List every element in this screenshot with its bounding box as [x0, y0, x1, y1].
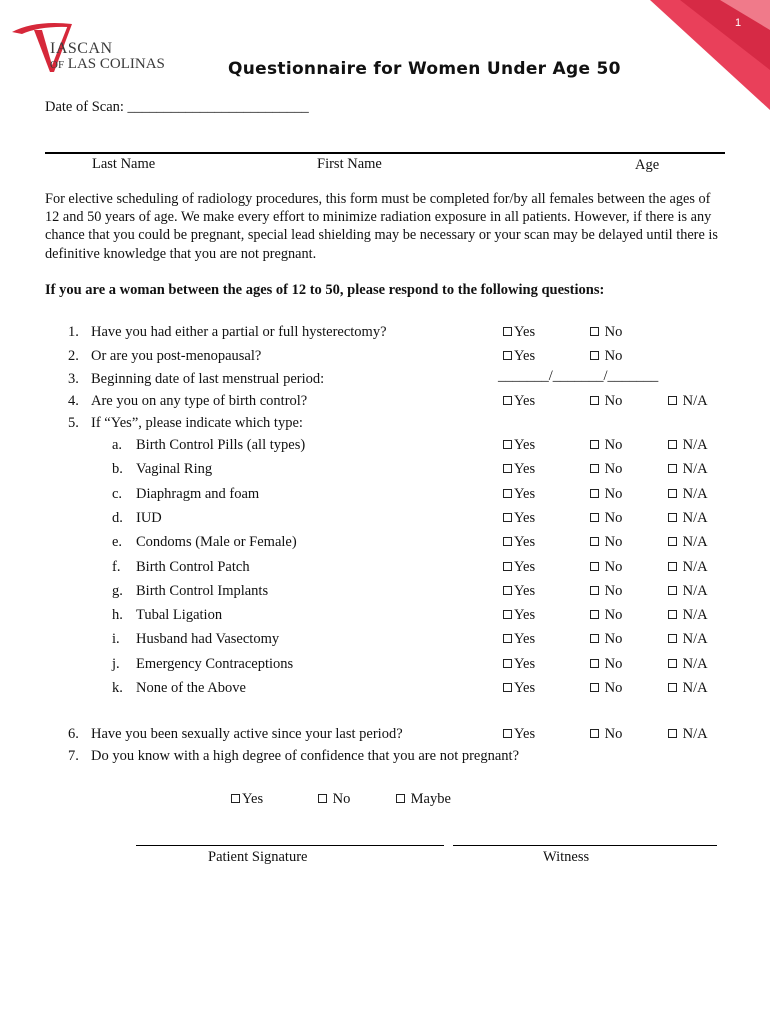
option-label: N/A — [682, 485, 708, 502]
option-label: Yes — [514, 582, 536, 599]
option-label: N/A — [682, 534, 708, 551]
logo — [10, 18, 190, 78]
sub-item-letter: h. — [112, 607, 123, 624]
q5k-na-checkbox[interactable] — [668, 680, 708, 697]
question-number: 6. — [68, 726, 79, 742]
option-label: Yes — [242, 791, 264, 807]
option-label: N/A — [682, 558, 708, 575]
q5i-yes-checkbox[interactable] — [503, 631, 535, 648]
q5g-no-checkbox[interactable] — [590, 583, 622, 600]
option-label: No — [604, 582, 623, 599]
instruction-text: If you are a woman between the ages of 12 to 50, please respond to the following questions: — [45, 282, 605, 298]
q4-yes-checkbox[interactable] — [503, 393, 535, 410]
q5c-no-checkbox[interactable] — [590, 486, 622, 503]
option-label: N/A — [682, 461, 708, 478]
q5h-no-checkbox[interactable] — [590, 607, 622, 624]
checkbox-icon — [590, 440, 599, 449]
q5d-no-checkbox[interactable] — [590, 510, 622, 527]
checkbox-icon — [503, 586, 512, 595]
question-text: Do you know with a high degree of confidence that you are not pregnant? — [91, 748, 520, 764]
checkbox-icon — [590, 586, 599, 595]
option-label: N/A — [682, 726, 708, 742]
q5d-yes-checkbox[interactable] — [503, 510, 535, 527]
q1-yes-checkbox[interactable] — [503, 324, 535, 341]
question-number: 2. — [68, 348, 79, 364]
checkbox-icon — [503, 513, 512, 522]
q5g-yes-checkbox[interactable] — [503, 583, 535, 600]
q5e-yes-checkbox[interactable] — [503, 534, 535, 551]
option-label: N/A — [682, 582, 708, 599]
question-number: 1. — [68, 324, 79, 340]
option-label: Maybe — [410, 791, 451, 807]
checkbox-icon — [590, 513, 599, 522]
option-label: No — [332, 791, 351, 807]
option-label: No — [604, 393, 623, 409]
question-text: Or are you post-menopausal? — [91, 348, 262, 364]
q5i-na-checkbox[interactable] — [668, 631, 708, 648]
page-number: 1 — [735, 17, 742, 29]
q6-yes-checkbox[interactable] — [503, 726, 535, 743]
witness-signature-line[interactable] — [453, 845, 717, 846]
checkbox-icon — [396, 794, 405, 803]
checkbox-icon — [503, 396, 512, 405]
checkbox-icon — [503, 537, 512, 546]
checkbox-icon — [503, 729, 512, 738]
checkbox-icon — [231, 794, 240, 803]
option-label: N/A — [682, 437, 708, 453]
q5k-no-checkbox[interactable] — [590, 680, 622, 697]
q5b-na-checkbox[interactable] — [668, 461, 708, 478]
witness-signature-label: Witness — [543, 849, 590, 865]
option-label: Yes — [514, 558, 536, 575]
checkbox-icon — [590, 562, 599, 571]
checkbox-icon — [590, 634, 599, 643]
q5a-na-checkbox[interactable] — [668, 437, 708, 454]
option-label: Yes — [514, 393, 536, 409]
checkbox-icon — [668, 634, 677, 643]
checkbox-icon — [668, 586, 677, 595]
sub-item-text: Vaginal Ring — [136, 461, 213, 478]
logo-line1: IASCAN — [50, 40, 113, 57]
option-label: N/A — [682, 655, 708, 672]
option-label: No — [604, 485, 623, 502]
checkbox-icon — [503, 489, 512, 498]
sub-item-text: Husband had Vasectomy — [136, 631, 280, 648]
option-label: Yes — [514, 534, 536, 551]
sub-item-letter: b. — [112, 461, 123, 478]
checkbox-icon — [590, 489, 599, 498]
question-number: 5. — [68, 415, 79, 431]
checkbox-icon — [503, 440, 512, 449]
patient-signature-label: Patient Signature — [208, 849, 308, 865]
q5b-yes-checkbox[interactable] — [503, 461, 535, 478]
option-label: Yes — [514, 348, 536, 364]
q5f-no-checkbox[interactable] — [590, 559, 622, 576]
checkbox-icon — [590, 327, 599, 336]
sub-item-letter: c. — [112, 485, 123, 502]
patient-signature-line[interactable] — [136, 845, 444, 846]
sub-item-text: Birth Control Patch — [136, 558, 250, 575]
last-name-label: Last Name — [92, 156, 156, 172]
question-number: 7. — [68, 748, 79, 764]
sub-item-text: IUD — [136, 509, 162, 526]
option-label: N/A — [682, 393, 708, 409]
option-label: Yes — [514, 509, 536, 526]
question-text: Beginning date of last menstrual period: — [91, 371, 325, 387]
option-label: Yes — [514, 437, 536, 453]
option-label: Yes — [514, 655, 536, 672]
checkbox-icon — [590, 729, 599, 738]
option-label: No — [604, 461, 623, 478]
option-label: No — [604, 348, 623, 364]
sub-item-letter: k. — [112, 680, 123, 696]
q7-yes-checkbox[interactable] — [231, 791, 263, 808]
option-label: Yes — [514, 680, 536, 696]
option-label: N/A — [682, 631, 708, 648]
option-label: Yes — [514, 631, 536, 648]
q5g-na-checkbox[interactable] — [668, 583, 708, 600]
sub-item-text: Birth Control Pills (all types) — [136, 437, 306, 453]
checkbox-icon — [503, 327, 512, 336]
q5h-yes-checkbox[interactable] — [503, 607, 535, 624]
option-label: Yes — [514, 461, 536, 478]
q5e-na-checkbox[interactable] — [668, 534, 708, 551]
q5j-yes-checkbox[interactable] — [503, 656, 535, 673]
checkbox-icon — [590, 683, 599, 692]
q5a-no-checkbox[interactable] — [590, 437, 622, 454]
corner-decoration — [620, 0, 770, 110]
q1-no-checkbox[interactable] — [590, 324, 622, 341]
checkbox-icon — [503, 610, 512, 619]
date-of-scan-field[interactable]: Date of Scan: _________________________ — [45, 99, 309, 115]
option-label: Yes — [514, 726, 536, 742]
checkbox-icon — [668, 562, 677, 571]
checkbox-icon — [668, 659, 677, 668]
question-text: If “Yes”, please indicate which type: — [91, 415, 303, 431]
sub-item-letter: a. — [112, 437, 123, 453]
q5i-no-checkbox[interactable] — [590, 631, 622, 648]
checkbox-icon — [503, 464, 512, 473]
checkbox-icon — [503, 634, 512, 643]
q5h-na-checkbox[interactable] — [668, 607, 708, 624]
logo-line2: of LAS COLINAS — [50, 56, 165, 72]
question-number: 3. — [68, 371, 79, 387]
first-name-label: First Name — [317, 156, 382, 172]
sub-item-letter: g. — [112, 582, 123, 599]
q5j-no-checkbox[interactable] — [590, 656, 622, 673]
checkbox-icon — [668, 610, 677, 619]
sub-item-text: Emergency Contraceptions — [136, 655, 294, 672]
checkbox-icon — [590, 464, 599, 473]
question-text: Have you been sexually active since your last period? — [91, 726, 403, 742]
q5f-yes-checkbox[interactable] — [503, 559, 535, 576]
sub-item-letter: e. — [112, 534, 123, 551]
option-label: N/A — [682, 607, 708, 624]
option-label: No — [604, 558, 623, 575]
sub-item-text: Birth Control Implants — [136, 582, 269, 599]
sub-item-text: Diaphragm and foam — [136, 485, 260, 502]
sub-item-letter: d. — [112, 509, 123, 526]
q5f-na-checkbox[interactable] — [668, 559, 708, 576]
q5k-yes-checkbox[interactable] — [503, 680, 535, 697]
option-label: N/A — [682, 509, 708, 526]
checkbox-icon — [590, 610, 599, 619]
q5d-na-checkbox[interactable] — [668, 510, 708, 527]
checkbox-icon — [668, 464, 677, 473]
checkbox-icon — [668, 683, 677, 692]
checkbox-icon — [590, 396, 599, 405]
option-label: Yes — [514, 485, 536, 502]
q2-yes-checkbox[interactable] — [503, 348, 535, 365]
checkbox-icon — [668, 396, 677, 405]
checkbox-icon — [503, 562, 512, 571]
sub-item-text: Tubal Ligation — [136, 607, 223, 624]
sub-item-text: Condoms (Male or Female) — [136, 534, 297, 551]
option-label: Yes — [514, 324, 536, 340]
option-label: No — [604, 324, 623, 340]
option-label: No — [604, 509, 623, 526]
checkbox-icon — [668, 513, 677, 522]
q5e-no-checkbox[interactable] — [590, 534, 622, 551]
q5a-yes-checkbox[interactable] — [503, 437, 535, 454]
checkbox-icon — [503, 659, 512, 668]
checkbox-icon — [668, 489, 677, 498]
option-label: No — [604, 655, 623, 672]
checkbox-icon — [668, 537, 677, 546]
option-label: No — [604, 680, 623, 696]
question-text: Are you on any type of birth control? — [91, 393, 308, 409]
q2-no-checkbox[interactable] — [590, 348, 622, 365]
lmp-date-field[interactable]: _______/_______/_______ — [498, 368, 659, 384]
checkbox-icon — [590, 537, 599, 546]
checkbox-icon — [503, 351, 512, 360]
q5b-no-checkbox[interactable] — [590, 461, 622, 478]
option-label: No — [604, 726, 623, 742]
option-label: N/A — [682, 680, 708, 696]
checkbox-icon — [503, 683, 512, 692]
option-label: No — [604, 631, 623, 648]
checkbox-icon — [590, 351, 599, 360]
q7-maybe-checkbox[interactable] — [396, 791, 451, 808]
q4-no-checkbox[interactable] — [590, 393, 622, 410]
name-line — [45, 152, 725, 154]
q5j-na-checkbox[interactable] — [668, 656, 708, 673]
page-title: Questionnaire for Women Under Age 50 — [228, 59, 621, 79]
checkbox-icon — [668, 729, 677, 738]
option-label: No — [604, 437, 623, 453]
q4-na-checkbox[interactable] — [668, 393, 708, 410]
q6-no-checkbox[interactable] — [590, 726, 622, 743]
intro-paragraph: For elective scheduling of radiology procedures, this form must be completed for/by all females between the ages of 12 and 50 years of age. We make every effort to minimize radiation exposure in all patients. However, if there is any chance that you could be pregnant, special lead shielding may be necessary or your scan may be delayed until there is definitive knowledge that you are not pregnant. — [45, 191, 718, 262]
sub-item-letter: j. — [112, 655, 120, 672]
question-number: 4. — [68, 393, 79, 409]
option-label: No — [604, 534, 623, 551]
checkbox-icon — [590, 659, 599, 668]
q5c-yes-checkbox[interactable] — [503, 486, 535, 503]
sub-item-text: None of the Above — [136, 680, 246, 696]
checkbox-icon — [318, 794, 327, 803]
sub-item-letter: i. — [112, 631, 120, 648]
option-label: Yes — [514, 607, 536, 624]
sub-item-letter: f. — [112, 558, 121, 575]
q5c-na-checkbox[interactable] — [668, 486, 708, 503]
option-label: No — [604, 607, 623, 624]
q7-no-checkbox[interactable] — [318, 791, 350, 808]
question-text: Have you had either a partial or full hysterectomy? — [91, 324, 387, 340]
age-label: Age — [635, 157, 660, 173]
q6-na-checkbox[interactable] — [668, 726, 708, 743]
checkbox-icon — [668, 440, 677, 449]
